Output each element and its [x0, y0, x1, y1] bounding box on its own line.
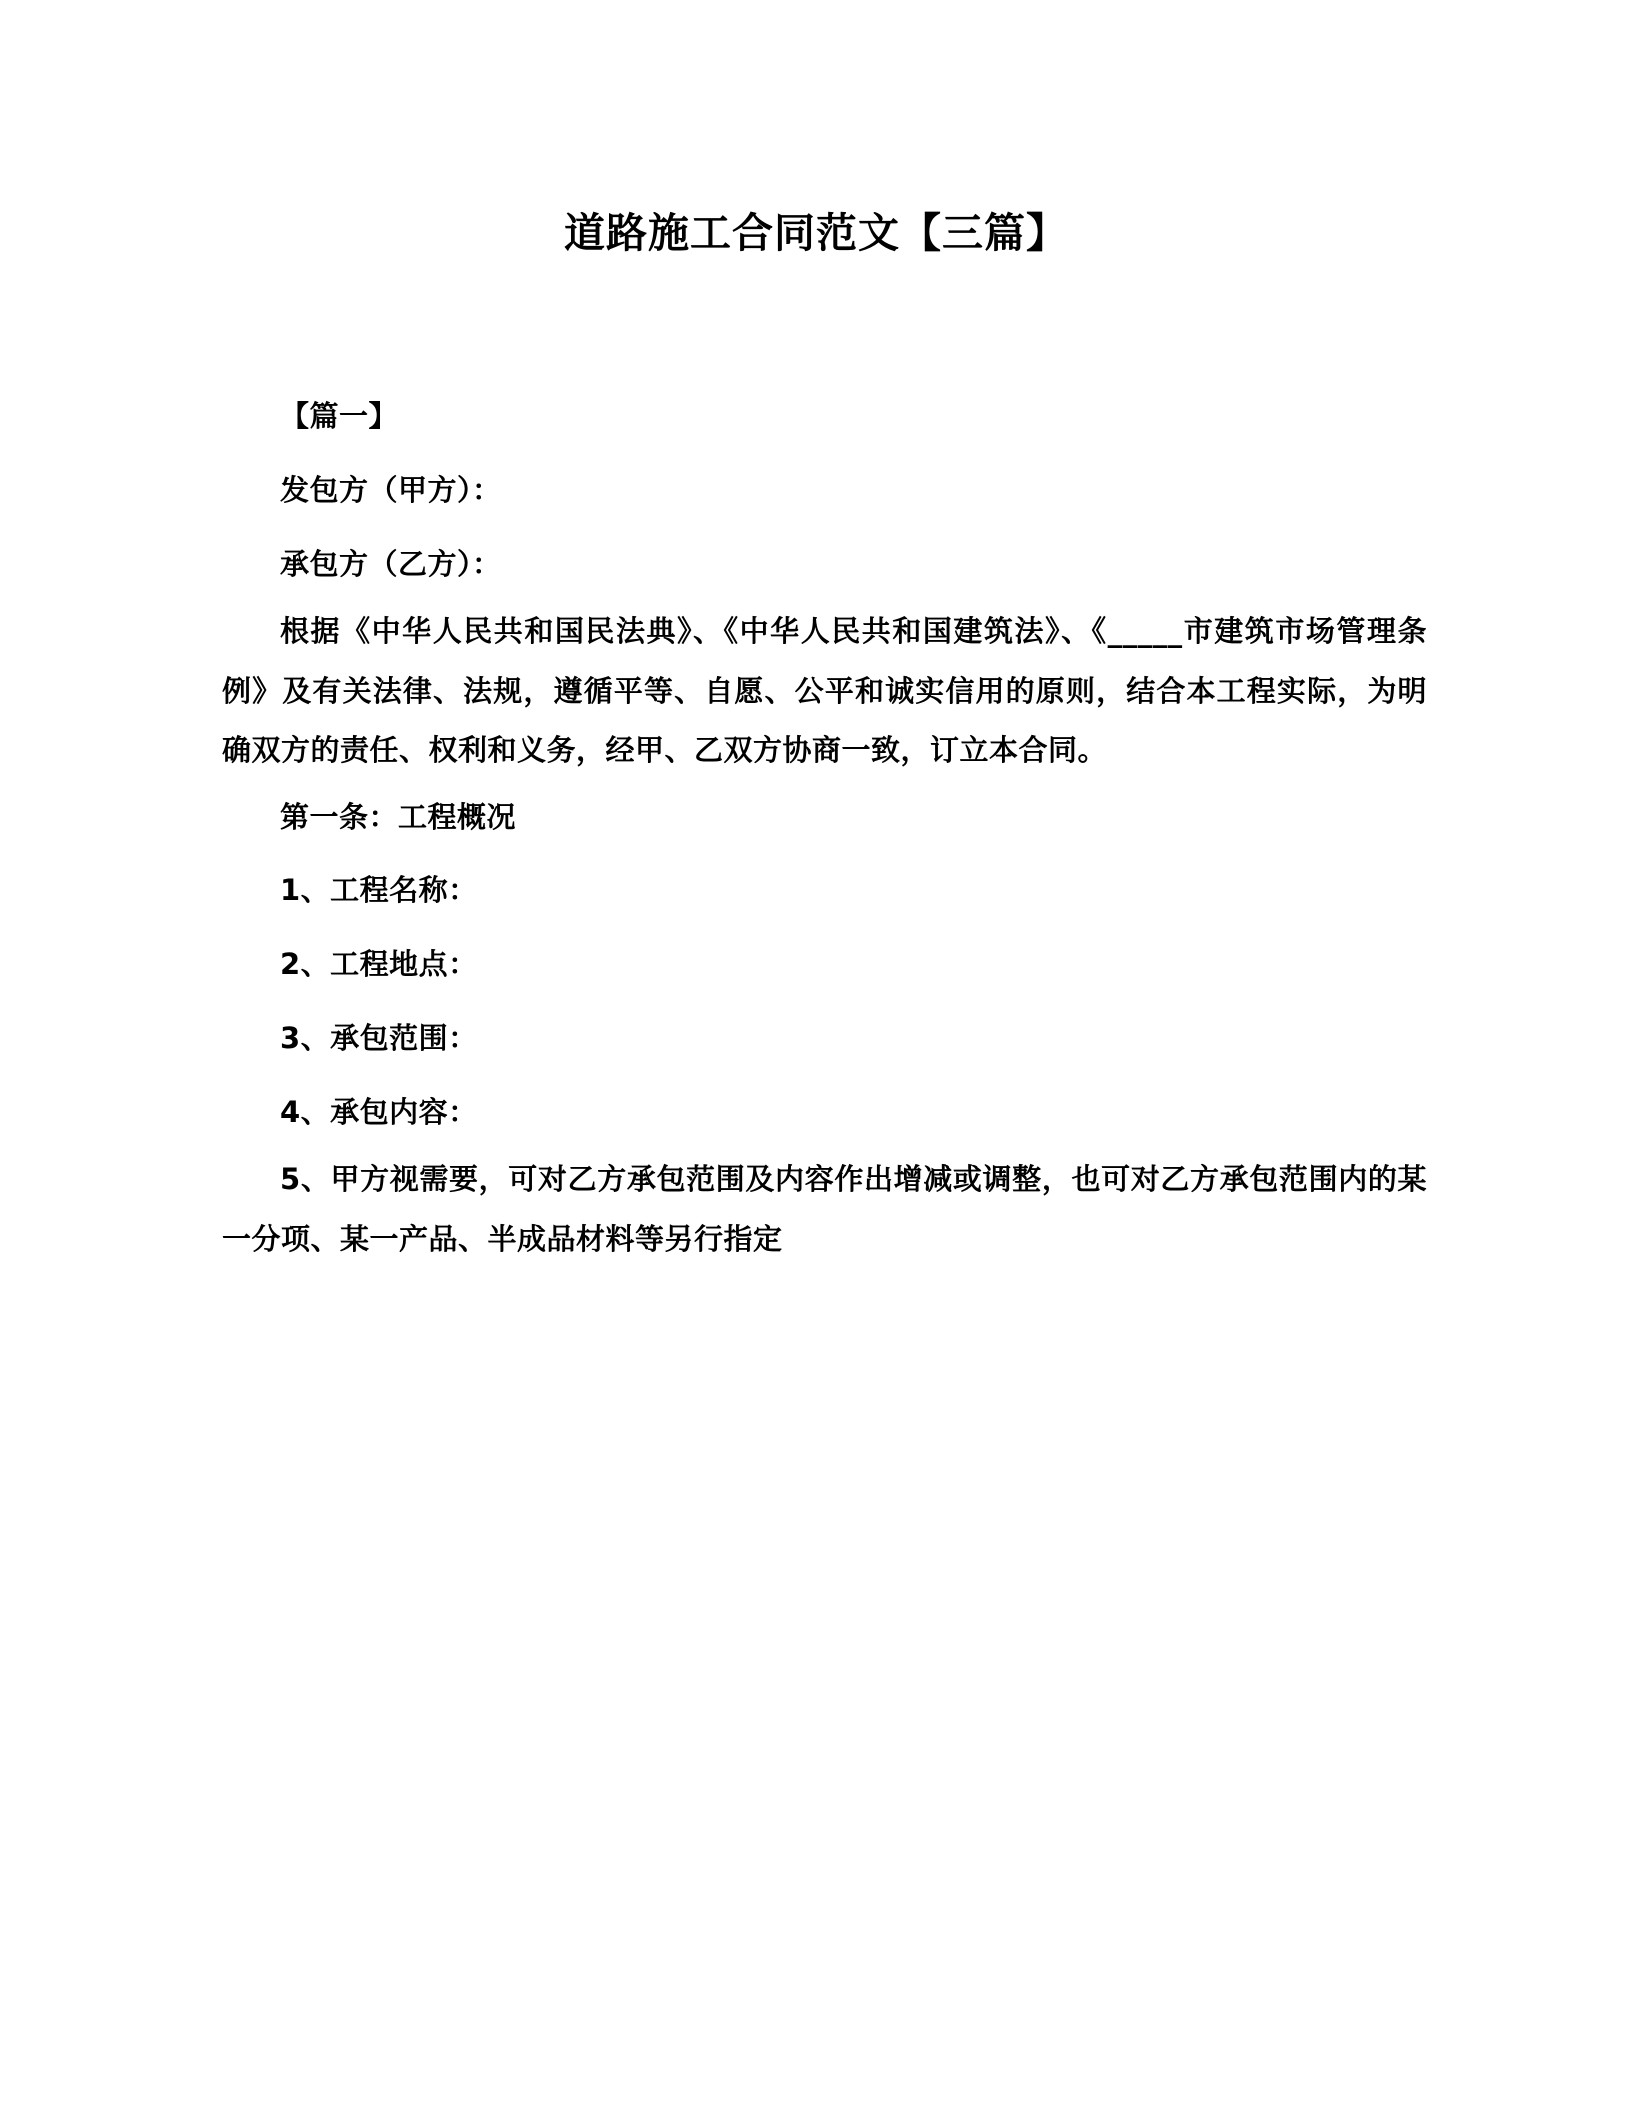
section-party-a: 发包方（甲方）： [280, 473, 502, 508]
section-part-label: 【篇一】 [280, 399, 399, 434]
section-preamble: 根据《中华人民共和国民法典》、《中华人民共和国建筑法》、《_____市建筑市场管理条例》及有关法律、法规，遵循平等、自愿、公平和诚实信用的原则，结合本工程实际，为明确双方的责任、权利和义务，经甲、乙双方协商一致，订立本合同。 [222, 614, 1427, 768]
document-body [0, 262, 1632, 1269]
list-item-4: 4、承包内容： [280, 1095, 478, 1130]
page-title: 道路施工合同范文【三篇】 [564, 209, 1068, 257]
list-item-3: 3、承包范围： [280, 1021, 478, 1056]
section-article-1: 第一条：工程概况 [280, 799, 517, 834]
list-item-2: 2、工程地点： [280, 947, 478, 982]
list-item-1: 1、工程名称： [280, 873, 478, 908]
section-party-b: 承包方（乙方）： [280, 547, 502, 582]
list-item-5: 5、甲方视需要，可对乙方承包范围及内容作出增减或调整，也可对乙方承包范围内的某一分项、某一产品、半成品材料等另行指定 [222, 1162, 1427, 1256]
